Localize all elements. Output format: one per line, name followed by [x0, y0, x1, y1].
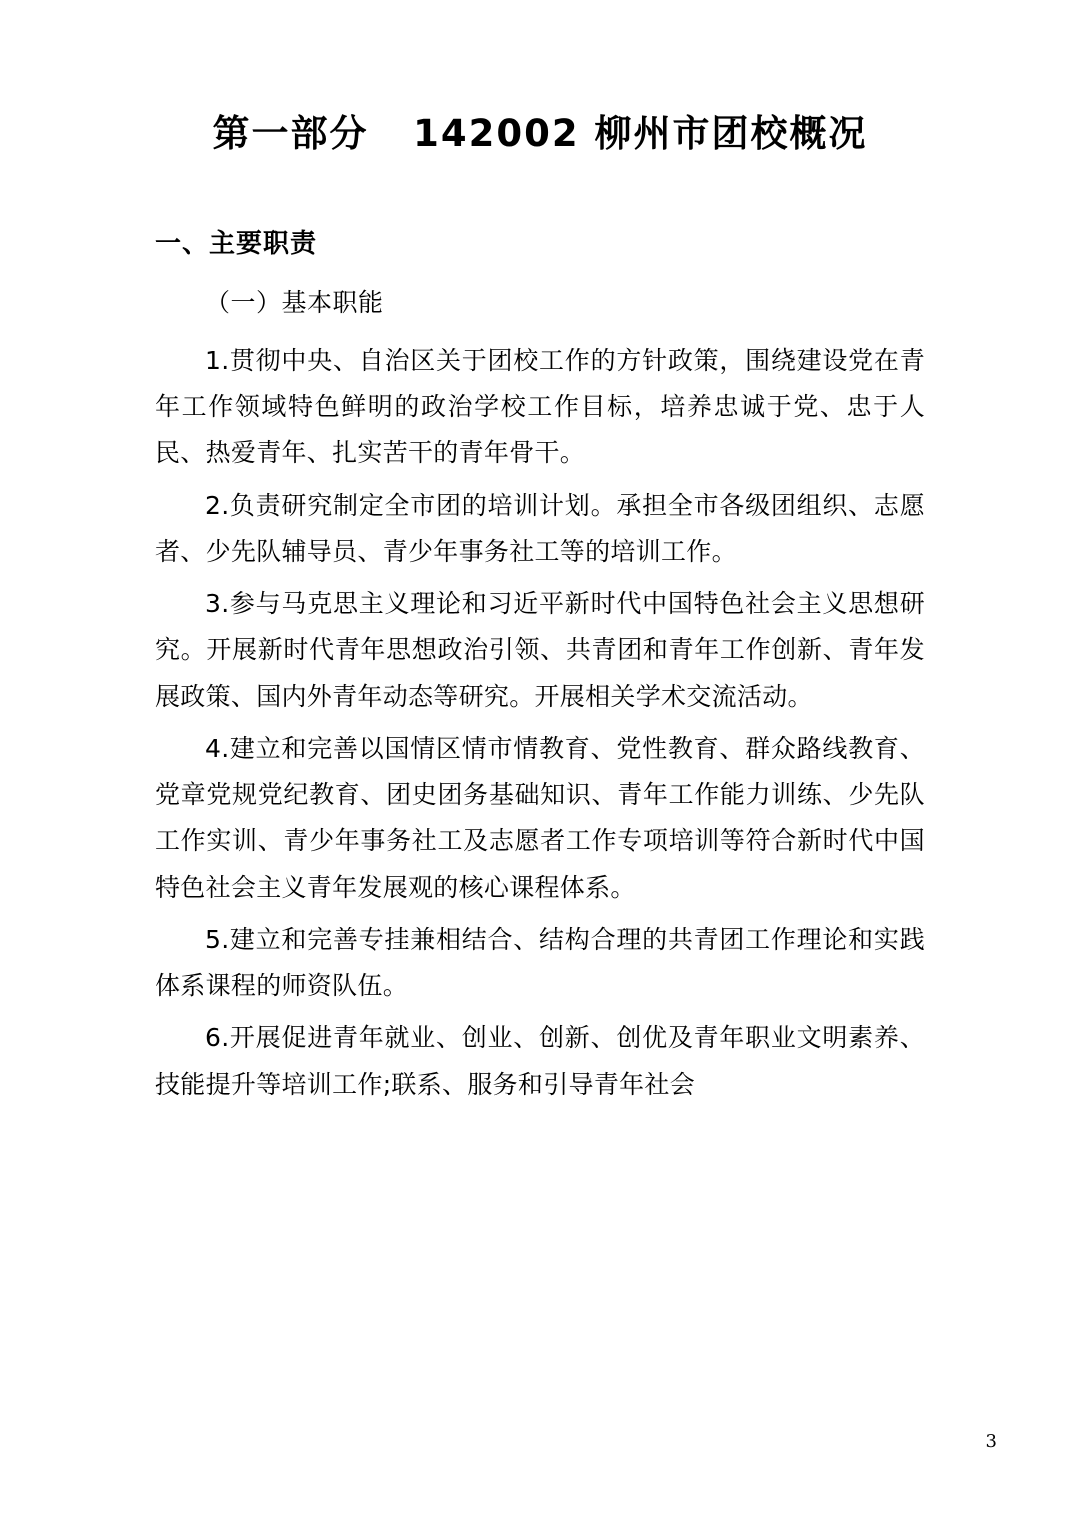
- paragraph-1: 1.贯彻中央、自治区关于团校工作的方针政策，围绕建设党在青年工作领域特色鲜明的政治学校工作目标，培养忠诚于党、忠于人民、热爱青年、扎实苦干的青年骨干。: [155, 345, 925, 468]
- sub-heading: （一）基本职能: [205, 288, 384, 318]
- paragraph-5: 5.建立和完善专挂兼相结合、结构合理的共青团工作理论和实践体系课程的师资队伍。: [155, 924, 925, 1001]
- paragraph-2: 2.负责研究制定全市团的培训计划。承担全市各级团组织、志愿者、少先队辅导员、青少年事务社工等的培训工作。: [155, 490, 925, 566]
- page-content: [155, 110, 925, 1114]
- paragraph-6: 6.开展促进青年就业、创业、创新、创优及青年职业文明素养、技能提升等培训工作;联系、服务和引导青年社会: [155, 1023, 925, 1099]
- paragraph-4: 4.建立和完善以国情区情市情教育、党性教育、群众路线教育、党章党规党纪教育、团史团务基础知识、青年工作能力训练、少先队工作实训、青少年事务社工及志愿者工作专项培训等符合新时代中国特色社会主义青年发展观的核心课程体系。: [155, 733, 925, 902]
- page-number: 3: [985, 1431, 997, 1452]
- section-heading: 一、主要职责: [155, 229, 318, 260]
- paragraph-3: 3.参与马克思主义理论和习近平新时代中国特色社会主义思想研究。开展新时代青年思想政治引领、共青团和青年工作创新、青年发展政策、国内外青年动态等研究。开展相关学术交流活动。: [155, 589, 925, 711]
- page-title: 第一部分 142002 柳州市团校概况: [212, 112, 868, 155]
